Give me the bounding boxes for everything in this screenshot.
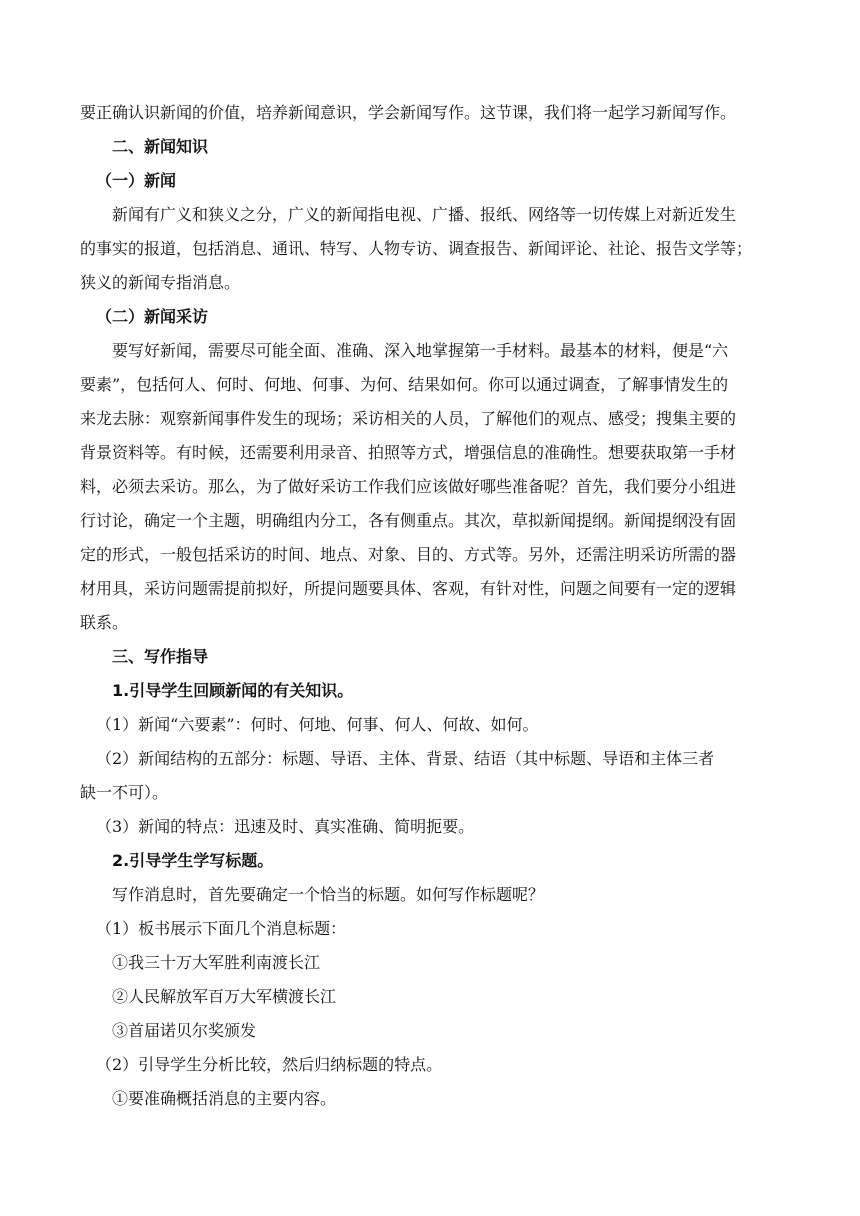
headline-example: ②人民解放军百万大军横渡长江 (112, 987, 337, 1006)
headline-example: ①我三十万大军胜利南渡长江 (112, 953, 321, 972)
subsection-heading-interview: （二）新闻采访 (96, 307, 209, 326)
subsection-heading-news: （一）新闻 (96, 171, 177, 190)
body-text-line: 狭义的新闻专指消息。 (80, 273, 241, 292)
body-text-line: 联系。 (80, 613, 129, 632)
headline-example: ③首届诺贝尔奖颁发 (112, 1021, 257, 1040)
document-page (80, 96, 780, 1116)
list-item: （1）板书展示下面几个消息标题： (96, 919, 347, 938)
section-heading-news-knowledge: 二、新闻知识 (112, 137, 209, 156)
body-text-line: 新闻有广义和狭义之分，广义的新闻指电视、广播、报纸、网络等一切传媒上对新近发生 (112, 205, 737, 224)
body-text-line: 要正确认识新闻的价值，培养新闻意识，学会新闻写作。这节课，我们将一起学习新闻写作。 (80, 103, 737, 122)
body-text-line: 要素”，包括何人、何时、何地、何事、为何、结果如何。你可以通过调查，了解事情发生的 (80, 375, 729, 394)
body-text-line: 写作消息时，首先要确定一个恰当的标题。如何写作标题呢？ (112, 885, 545, 904)
body-text-line: 缺一不可）。 (80, 783, 169, 802)
list-item: （2）新闻结构的五部分：标题、导语、主体、背景、结语（其中标题、导语和主体三者 (96, 749, 715, 768)
body-text-line: 定的形式，一般包括采访的时间、地点、对象、目的、方式等。另外，还需注明采访所需的器 (80, 545, 737, 564)
section-heading-writing-guidance: 三、写作指导 (112, 647, 209, 666)
body-text-line: ①要准确概括消息的主要内容。 (112, 1089, 337, 1108)
body-text-line: 料，必须去采访。那么，为了做好采访工作我们应该做好哪些准备呢？首先，我们要分小组进 (80, 477, 737, 496)
body-text-line: 来龙去脉：观察新闻事件发生的现场；采访相关的人员，了解他们的观点、感受；搜集主要的 (80, 409, 737, 428)
step-heading-review: 1.引导学生回顾新闻的有关知识。 (112, 681, 354, 700)
body-text-line: 材用具，采访问题需提前拟好，所提问题要具体、客观，有针对性，问题之间要有一定的逻辑 (80, 579, 737, 598)
list-item: （2）引导学生分析比较，然后归纳标题的特点。 (96, 1055, 443, 1074)
body-text-line: 要写好新闻，需要尽可能全面、准确、深入地掌握第一手材料。最基本的材料，便是“六 (112, 341, 729, 360)
body-text-line: 背景资料等。有时候，还需要利用录音、拍照等方式，增强信息的准确性。想要获取第一手材 (80, 443, 737, 462)
list-item: （3）新闻的特点：迅速及时、真实准确、简明扼要。 (96, 817, 475, 836)
list-item: （1）新闻“六要素”：何时、何地、何事、何人、何故、如何。 (96, 715, 539, 734)
body-text-line: 行讨论，确定一个主题，明确组内分工，各有侧重点。其次，草拟新闻提纲。新闻提纲没有固 (80, 511, 737, 530)
body-text-line: 的事实的报道，包括消息、通讯、特写、人物专访、调查报告、新闻评论、社论、报告文学等； (80, 239, 753, 258)
step-heading-headlines: 2.引导学生学写标题。 (112, 851, 274, 870)
